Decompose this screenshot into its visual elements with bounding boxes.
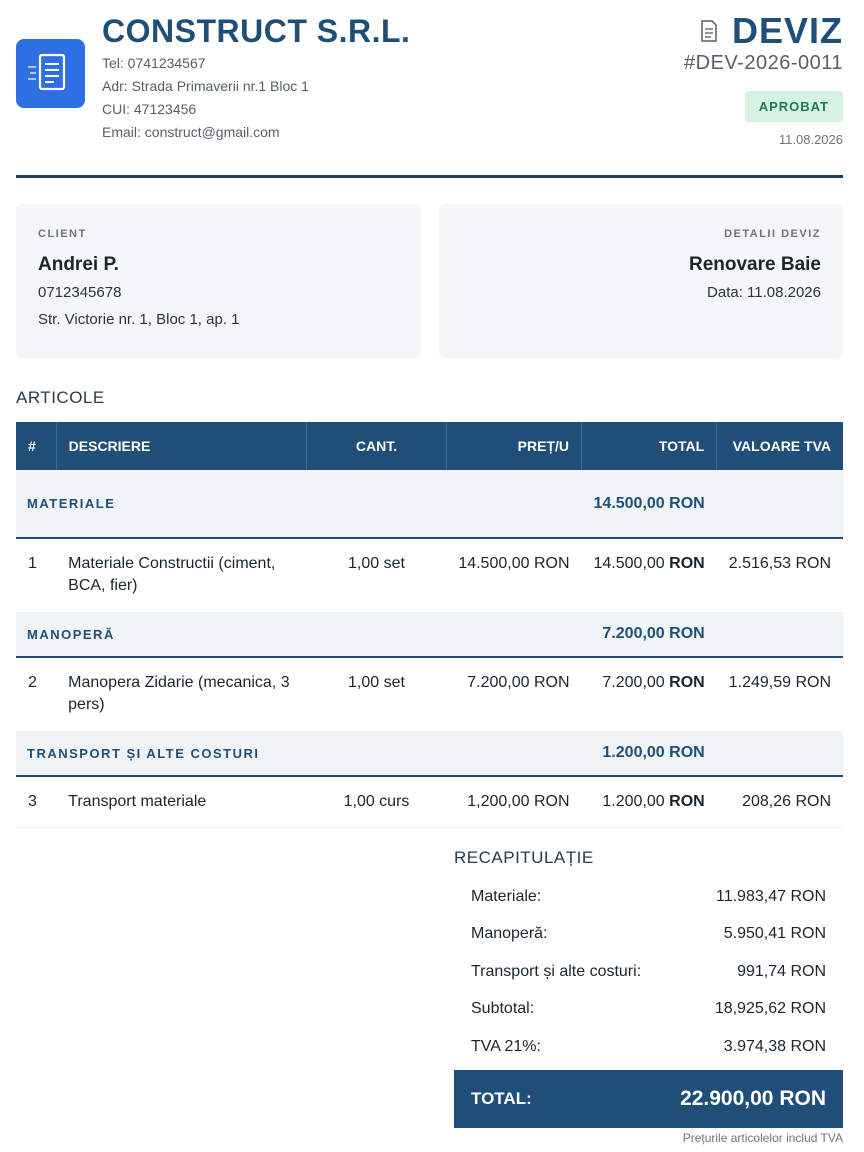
group-row-materiale [16,470,843,538]
item-total-currency: RON [669,793,705,810]
col-header-nr: # [16,422,56,470]
client-address: Str. Victorie nr. 1, Bloc 1, ap. 1 [38,311,240,328]
item-quantity: 1,00 curs [307,776,447,828]
item-total-amount: 7.200,00 [602,674,665,691]
item-total-amount: 1.200,00 [602,793,665,810]
recap-title: RECAPITULAȚIE [454,848,594,867]
item-total [582,657,717,731]
recap-label: Transport și alte costuri: [471,962,642,980]
item-total-currency: RON [669,555,705,572]
client-name: Andrei P. [38,254,119,275]
document-icon [26,49,75,98]
vat-note: Prețurile articolelor includ TVA [682,1131,843,1145]
recap-value: 991,74 RON [737,962,826,980]
client-label: CLIENT [38,228,87,240]
recap-row-subtotal [454,991,843,1029]
document-title: DEVIZ [731,10,843,51]
item-unit-price: 14.500,00 RON [446,538,581,612]
client-phone: 0712345678 [38,284,122,301]
recap-label: Manoperă: [471,925,548,943]
col-header-description: DESCRIERE [56,422,307,470]
group-label: TRANSPORT ȘI ALTE COSTURI [16,731,582,776]
group-total: 7.200,00 RON [582,612,717,657]
item-vat: 1.249,59 RON [717,657,843,731]
item-nr: 3 [16,776,56,828]
recap-value: 18,925,62 RON [714,1000,826,1018]
document-number: #DEV-2026-0011 [684,52,843,74]
client-box [16,204,421,358]
company-address: Adr: Strada Primaverii nr.1 Bloc 1 [102,78,309,94]
recap-value: 11.983,47 RON [716,887,826,905]
document-date: 11.08.2026 [778,132,843,147]
project-name: Renovare Baie [688,254,821,275]
company-info [102,12,410,144]
recap-row-vat [454,1028,843,1066]
recap-label: Materiale: [471,887,542,905]
grand-total-value: 22.900,00 RON [680,1086,826,1110]
group-total: 1.200,00 RON [582,731,717,776]
recap-value: 3.974,38 RON [723,1037,826,1055]
document-info [684,12,843,147]
items-table [16,422,843,828]
grand-total-label: TOTAL: [471,1088,532,1108]
col-header-quantity: CANT. [307,422,447,470]
item-total-amount: 14.500,00 [593,555,665,572]
document-header [16,12,843,180]
table-row [16,776,843,828]
recap-value: 5.950,41 RON [723,925,826,943]
company-name: CONSTRUCT S.R.L. [102,13,411,49]
details-label: DETALII DEVIZ [724,228,821,240]
recap-row-manopera [454,916,843,954]
group-total: 14.500,00 RON [582,470,717,538]
recap-row-materiale [454,878,843,916]
item-total-currency: RON [669,674,705,691]
col-header-vat: VALOARE TVA [717,422,843,470]
recap-row-transport [454,953,843,991]
group-row-transport [16,731,843,776]
item-vat: 2.516,53 RON [717,538,843,612]
recap-label: Subtotal: [471,1000,535,1018]
header-divider [16,175,843,178]
item-description: Manopera Zidarie (mecanica, 3 pers) [56,657,307,731]
item-nr: 2 [16,657,56,731]
company-logo [16,39,85,108]
table-row [16,538,843,612]
items-section-title: ARTICOLE [16,388,105,407]
item-unit-price: 1,200,00 RON [446,776,581,828]
company-phone: Tel: 0741234567 [102,55,206,71]
item-vat: 208,26 RON [717,776,843,828]
item-unit-price: 7.200,00 RON [446,657,581,731]
company-email: Email: construct@gmail.com [102,124,280,140]
details-box [439,204,843,358]
group-row-manopera [16,612,843,657]
item-nr: 1 [16,538,56,612]
item-total [582,776,717,828]
item-description: Transport materiale [56,776,307,828]
col-header-unit-price: PREȚ/U [446,422,581,470]
group-label: MATERIALE [16,470,582,538]
table-header-row [16,422,843,470]
group-label: MANOPERĂ [16,612,582,657]
table-row [16,657,843,731]
status-badge: APROBAT [745,91,843,122]
item-quantity: 1,00 set [307,657,447,731]
item-quantity: 1,00 set [307,538,447,612]
details-date: Data: 11.08.2026 [707,284,821,301]
recap-section [454,848,843,1128]
recap-label: TVA 21%: [471,1037,541,1055]
company-cui: CUI: 47123456 [102,101,197,117]
document-outline-icon [700,20,718,42]
grand-total-bar [454,1070,843,1128]
col-header-total: TOTAL [582,422,717,470]
item-description: Materiale Constructii (ciment, BCA, fier) [56,538,307,612]
item-total [582,538,717,612]
